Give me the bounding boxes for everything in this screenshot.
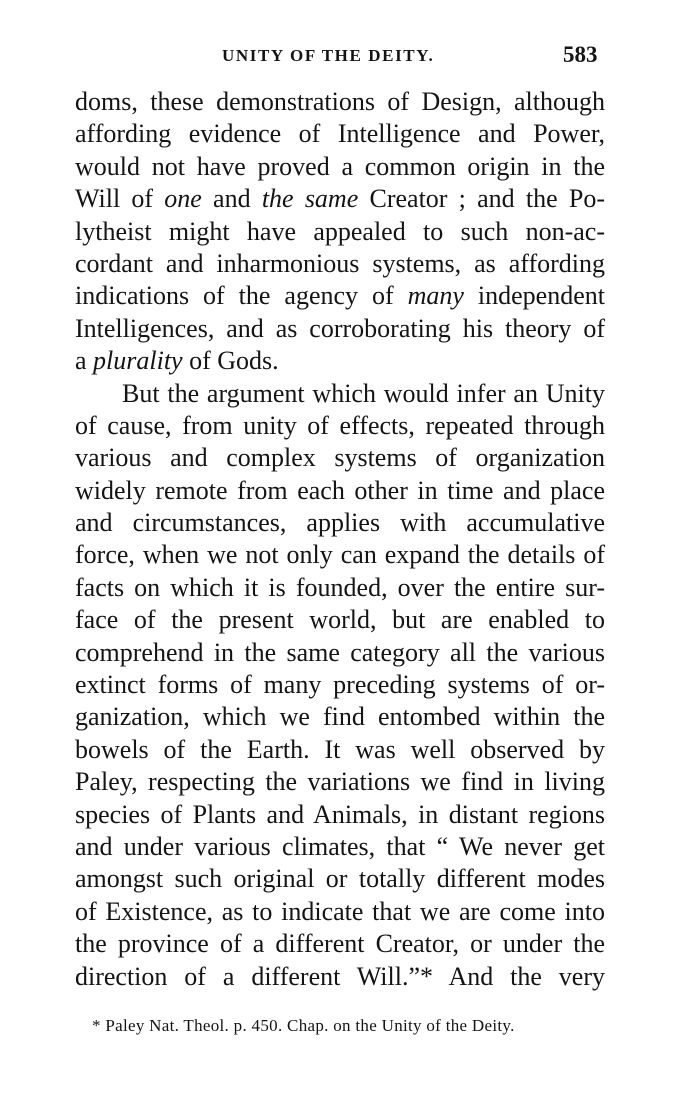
text-segment: and (201, 184, 262, 214)
text-line (75, 961, 605, 993)
text-segment: Creator ; and the Po- (358, 184, 606, 214)
text-line (75, 896, 605, 928)
text-line (75, 604, 605, 636)
text-line (75, 701, 605, 733)
text-segment: widely remote from each other in time and place (75, 475, 605, 505)
text-line (75, 475, 605, 507)
text-line (75, 313, 605, 345)
text-line (75, 799, 605, 831)
text-segment: would not have proved a common origin in the (75, 151, 605, 181)
text-line (75, 410, 605, 442)
text-segment: But the argument which would infer an Unity (122, 378, 605, 408)
text-segment: indications of the agency of (75, 281, 408, 311)
text-line (75, 863, 605, 895)
running-title: UNITY OF THE DEITY. (222, 46, 435, 65)
text-line (75, 831, 605, 863)
text-line (75, 216, 605, 248)
text-line (75, 507, 605, 539)
text-segment: lytheist might have appealed to such non-ac- (75, 216, 605, 246)
text-line (75, 345, 605, 377)
text-line (75, 248, 605, 280)
text-segment: bowels of the Earth. It was well observed by (75, 734, 605, 764)
text-segment: ganization, which we find entombed within the (75, 702, 605, 732)
text-segment: of cause, from unity of effects, repeated through (75, 410, 605, 440)
text-segment: force, when we not only can expand the details of (75, 540, 605, 570)
body-text (75, 86, 605, 993)
text-segment: Intelligences, and as corroborating his theory of (75, 313, 605, 343)
text-line (75, 118, 605, 150)
italic-segment: one (164, 184, 202, 214)
text-line (75, 766, 605, 798)
text-segment: comprehend in the same category all the various (75, 637, 605, 667)
running-head (0, 44, 692, 74)
text-segment: independent (463, 281, 605, 311)
text-segment: cordant and inharmonious systems, as affording (75, 248, 605, 278)
italic-segment: the same (261, 184, 359, 214)
italic-segment: plurality (93, 346, 183, 376)
text-line (75, 539, 605, 571)
text-segment: direction of a different Will.”* And the very (75, 961, 605, 991)
text-line (75, 86, 605, 118)
text-segment: doms, these demonstrations of Design, although (75, 87, 605, 116)
text-line (75, 734, 605, 766)
text-segment: extinct forms of many preceding systems of or- (75, 670, 605, 700)
text-line (75, 378, 605, 410)
text-segment: Will of (75, 184, 165, 214)
text-line (75, 669, 605, 701)
text-segment: face of the present world, but are enabled to (75, 605, 605, 635)
text-segment: and circumstances, applies with accumulative (75, 508, 605, 538)
text-segment: various and complex systems of organization (75, 443, 605, 473)
text-segment: species of Plants and Animals, in distant regions (75, 799, 605, 829)
text-line (75, 183, 605, 215)
page-number: 583 (563, 42, 598, 67)
footnote: * Paley Nat. Theol. p. 450. Chap. on the Unity of the Deity. (92, 1016, 515, 1035)
text-line (75, 637, 605, 669)
text-segment: Paley, respecting the variations we find in living (75, 767, 605, 797)
text-segment: facts on which it is founded, over the entire sur- (75, 572, 605, 602)
text-segment: affording evidence of Intelligence and Power, (75, 119, 605, 149)
text-line (75, 572, 605, 604)
text-segment: and under various climates, that “ We never get (75, 831, 605, 861)
text-segment: amongst such original or totally different modes (75, 864, 605, 894)
italic-segment: many (407, 281, 464, 311)
text-segment: of Gods. (182, 346, 279, 376)
text-segment: the province of a different Creator, or under the (75, 929, 605, 959)
text-segment: of Existence, as to indicate that we are come into (75, 896, 605, 926)
text-line (75, 151, 605, 183)
text-line (75, 928, 605, 960)
text-segment: a (75, 346, 94, 376)
text-line (75, 442, 605, 474)
text-line (75, 280, 605, 312)
